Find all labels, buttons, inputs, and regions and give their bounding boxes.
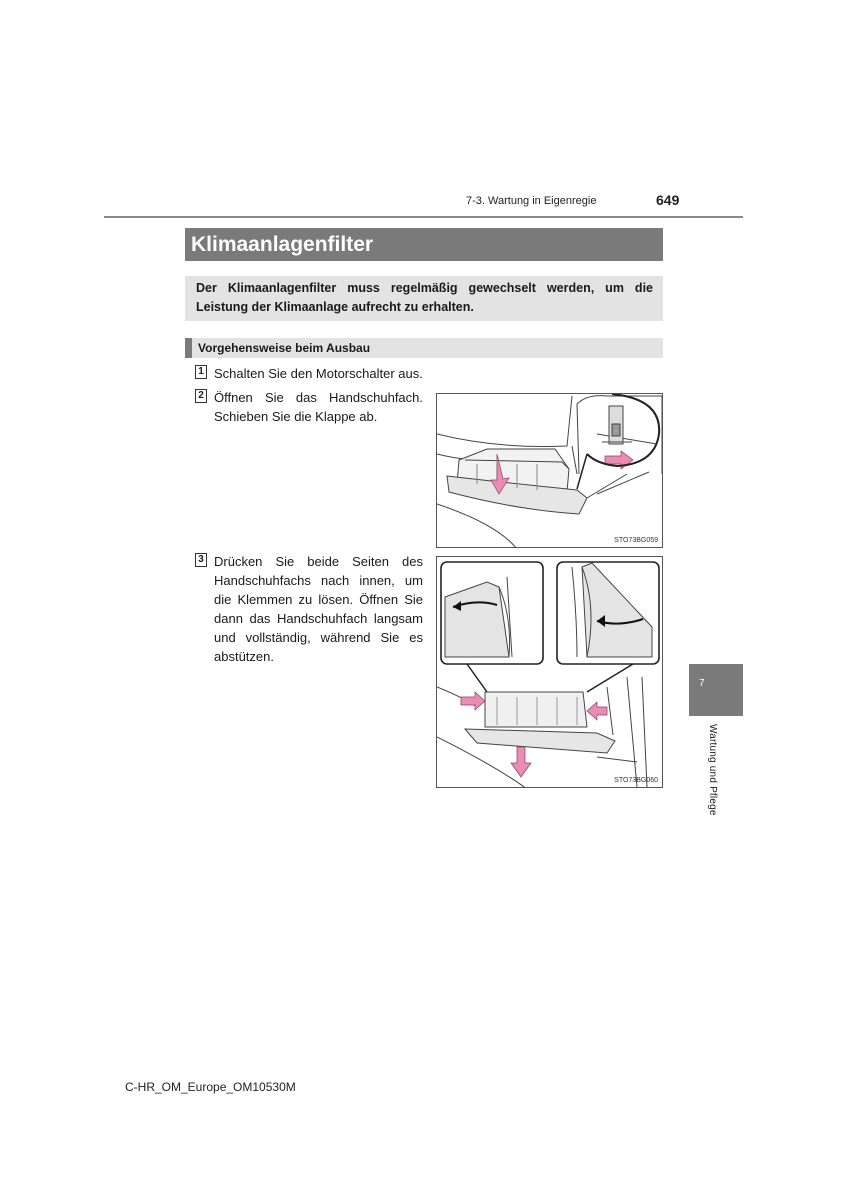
glovebox-open-illustration	[437, 394, 663, 548]
step-2-text: Öffnen Sie das Handschuhfach. Schieben Sie die Klappe ab.	[214, 390, 423, 424]
pink-right-arrow	[461, 692, 485, 710]
step-1-text: Schalten Sie den Motorschalter aus.	[214, 366, 423, 381]
section-label: 7-3. Wartung in Eigenregie	[466, 195, 597, 207]
figure-1-code: STO73BG059	[614, 537, 658, 544]
chapter-tab: 7	[689, 664, 743, 716]
step-3-number: 3	[195, 553, 207, 567]
intro-text: Der Klimaanlagenfilter muss regelmäßig gewechselt werden, um die Leistung der Klimaanlage aufrecht zu erhalten.	[185, 276, 663, 321]
document-code: C-HR_OM_Europe_OM10530M	[125, 1080, 296, 1094]
step-1-number: 1	[195, 365, 207, 379]
figure-glovebox-open	[436, 393, 663, 548]
step-3-text: Drücken Sie beide Seiten des Handschuhfachs nach innen, um die Klemmen zu lösen. Öffnen Sie dann das Handschuhfach langsam und vollständig, während Sie es abstützen.	[214, 554, 423, 664]
glovebox-clamps-illustration	[437, 557, 663, 788]
pink-left-arrow	[587, 702, 607, 720]
figure-glovebox-clamps	[436, 556, 663, 788]
pink-down-arrow	[511, 747, 531, 777]
page-number: 649	[656, 192, 680, 208]
chapter-title: Wartung und Pflege	[707, 724, 718, 816]
figure-2-code: STO73BG060	[614, 777, 658, 784]
page-title: Klimaanlagenfilter	[185, 228, 663, 261]
header-rule	[104, 216, 743, 218]
procedure-heading: Vorgehensweise beim Ausbau	[185, 338, 663, 358]
step-2-number: 2	[195, 389, 207, 403]
